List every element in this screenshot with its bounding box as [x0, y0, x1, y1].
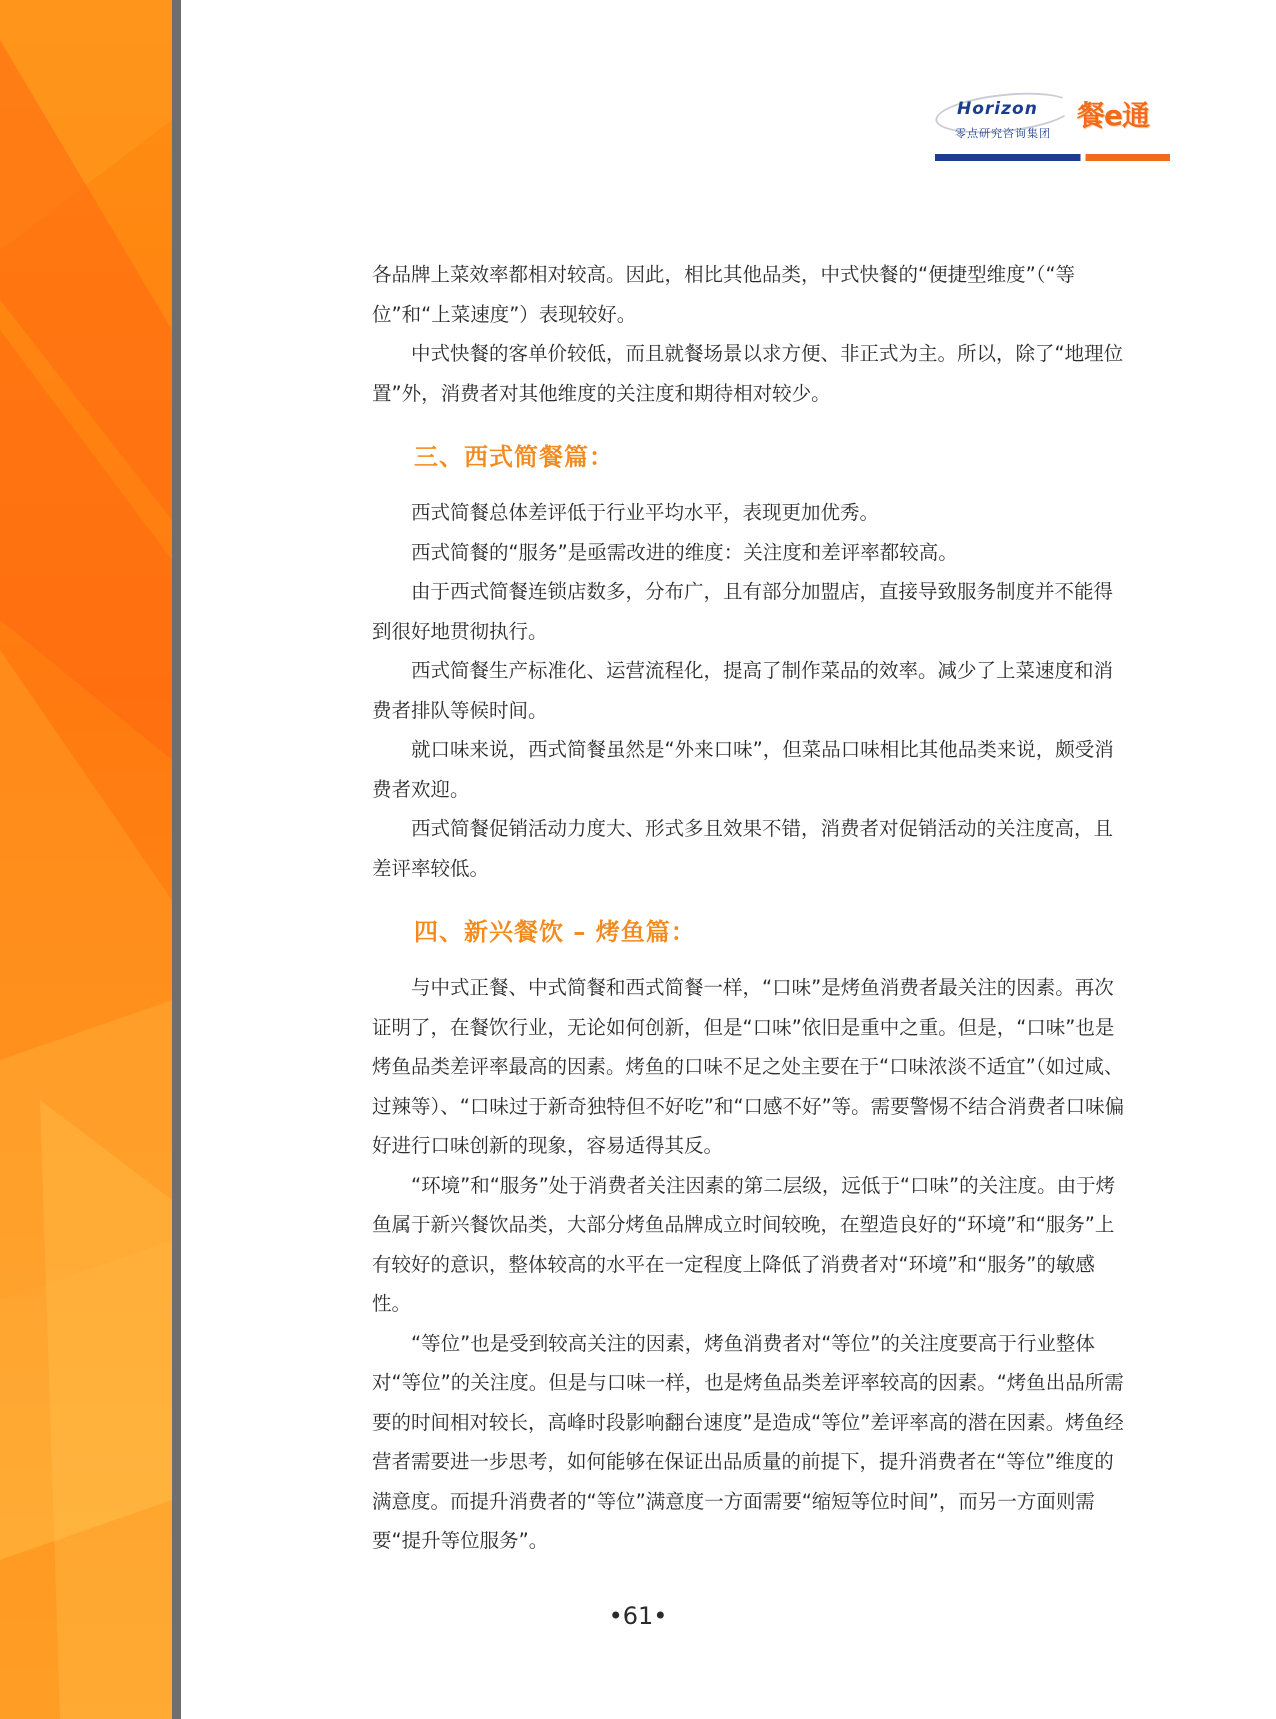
paragraph: 就口味来说，西式简餐虽然是“外来口味”，但菜品口味相比其他品类来说，颇受消费者欢迎。 — [372, 738, 1114, 801]
paragraph: 由于西式简餐连锁店数多，分布广，且有部分加盟店，直接导致服务制度并不能得到很好地贯彻执行。 — [372, 580, 1114, 643]
logo-subtitle: 零点研究咨询集团 — [955, 127, 1051, 140]
paragraph: 各品牌上菜效率都相对较高。因此，相比其他品类，中式快餐的“便捷型维度”（“等位”和“上菜速度”）表现较好。 — [372, 263, 1076, 326]
paragraph: 中式快餐的客单价较低，而且就餐场景以求方便、非正式为主。所以，除了“地理位置”外，消费者对其他维度的关注度和期待相对较少。 — [372, 342, 1124, 405]
paragraph: “等位”也是受到较高关注的因素，烤鱼消费者对“等位”的关注度要高于行业整体对“等位”的关注度。但是与口味一样，也是烤鱼品类差评率较高的因素。“烤鱼出品所需要的时间相对较长，高峰时段影响翻台速度”是造成“等位”差评率高的潜在因素。烤鱼经营者需要进一步思考，如何能够在保证出品质量的前提下，提升消费者在“等位”维度的满意度。而提升消费者的“等位”满意度一方面需要“缩短等位时间”，而另一方面则需要“提升等位服务”。 — [372, 1331, 1124, 1552]
section-heading-grilled-fish: 四、新兴餐饮 – 烤鱼篇： — [414, 918, 696, 946]
header-rule — [935, 154, 1170, 161]
paragraph: 西式简餐生产标准化、运营流程化，提高了制作菜品的效率。减少了上菜速度和消费者排队等候时间。 — [372, 659, 1114, 722]
logo-wordmark: Horizon — [957, 99, 1038, 119]
side-divider-stripe — [172, 0, 181, 1719]
side-band-facets — [0, 0, 172, 1719]
paragraph: 西式简餐促销活动力度大、形式多且效果不错，消费者对促销活动的关注度高，且差评率较低。 — [372, 817, 1114, 880]
page-content — [372, 255, 1132, 1561]
paragraph: 西式简餐的“服务”是亟需改进的维度：关注度和差评率都较高。 — [411, 540, 958, 564]
section-heading-western-fast-casual: 三、西式简餐篇： — [414, 443, 614, 471]
paragraph: 与中式正餐、中式简餐和西式简餐一样，“口味”是烤鱼消费者最关注的因素。再次证明了，在餐饮行业，无论如何创新，但是“口味”依旧是重中之重。但是，“口味”也是烤鱼品类差评率最高的因素。烤鱼的口味不足之处主要在于“口味浓淡不适宜”（如过咸、过辣等）、“口味过于新奇独特但不好吃”和“口感不好”等。需要警惕不结合消费者口味偏好进行口味创新的现象，容易适得其反。 — [372, 976, 1125, 1157]
page-number: •61• — [608, 1602, 668, 1630]
paragraph: 西式简餐总体差评低于行业平均水平，表现更加优秀。 — [411, 501, 880, 524]
brand-logo: 餐e通 — [1077, 99, 1149, 132]
header-logo — [935, 88, 1170, 168]
decorative-side-band — [0, 0, 172, 1719]
paragraph: “环境”和“服务”处于消费者关注因素的第二层级，远低于“口味”的关注度。由于烤鱼属于新兴餐饮品类，大部分烤鱼品牌成立时间较晚，在塑造良好的“环境”和“服务”上有较好的意识，整体较高的水平在一定程度上降低了消费者对“环境”和“服务”的敏感性。 — [372, 1173, 1116, 1315]
